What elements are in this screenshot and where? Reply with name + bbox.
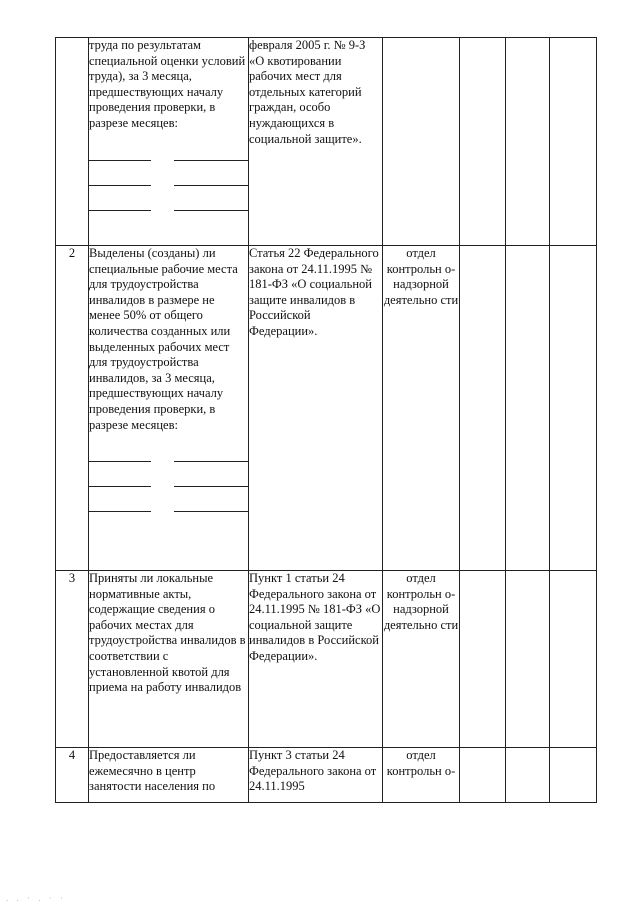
blank-line (89, 200, 151, 211)
blank-line (89, 476, 151, 487)
blank-line (89, 150, 151, 161)
table-row (56, 246, 597, 571)
blank-lines (89, 451, 248, 512)
blank-line (89, 175, 151, 186)
scan-artifact: . . · . · · (6, 893, 66, 903)
blank-line (89, 451, 151, 462)
table-row (56, 38, 597, 246)
checklist-table (55, 37, 597, 803)
empty-cell (550, 748, 597, 803)
question-text: Предоставляется ли ежемесячно в центр занятости населения по (89, 748, 249, 803)
row-number: 3 (56, 571, 89, 748)
table-row (56, 748, 597, 803)
law-reference: Пункт 3 статьи 24 Федерального закона от 24.11.1995 (249, 748, 383, 803)
question-text: Выделены (созданы) ли специальные рабочие места для трудоустройства инвалидов в размере не менее 50% от общего количества созданных или выделенных рабочих мест для трудоустройства инвалидов, за 3 месяца, предшествующих началу проведения проверки, в разрезе месяцев: (89, 246, 238, 432)
blank-line (174, 175, 248, 186)
empty-cell (506, 571, 550, 748)
responsible-unit: отдел контрольн о-надзорной деятельно сти (383, 571, 460, 748)
empty-cell (550, 38, 597, 246)
empty-cell (506, 38, 550, 246)
law-reference: Статья 22 Федерального закона от 24.11.1995 № 181-ФЗ «О социальной защите инвалидов в Российской Федерации». (249, 246, 383, 571)
empty-cell (460, 38, 506, 246)
blank-line (174, 476, 248, 487)
law-reference: февраля 2005 г. № 9-З «О квотировании рабочих мест для отдельных категорий граждан, особо нуждающихся в социальной защите». (249, 38, 383, 246)
empty-cell (550, 571, 597, 748)
question-cell (89, 246, 249, 571)
blank-lines (89, 150, 248, 211)
empty-cell (460, 748, 506, 803)
row-number: 2 (56, 246, 89, 571)
empty-cell (460, 571, 506, 748)
empty-cell (460, 246, 506, 571)
blank-line (89, 501, 151, 512)
law-reference: Пункт 1 статьи 24 Федерального закона от 24.11.1995 № 181-ФЗ «О социальной защите инвалидов в Российской Федерации». (249, 571, 383, 748)
responsible-unit: отдел контрольн о- (383, 748, 460, 803)
blank-line (174, 200, 248, 211)
question-text: Приняты ли локальные нормативные акты, содержащие сведения о рабочих местах для трудоустройства инвалидов в соответствии с установленной квотой для приема на работу инвалидов (89, 571, 249, 748)
empty-cell (550, 246, 597, 571)
row-number: 4 (56, 748, 89, 803)
table-row (56, 571, 597, 748)
row-number (56, 38, 89, 246)
responsible-unit (383, 38, 460, 246)
blank-line (174, 501, 248, 512)
question-cell (89, 38, 249, 246)
blank-line (174, 451, 248, 462)
question-text: труда по результатам специальной оценки условий труда), за 3 месяца, предшествующих началу проведения проверки, в разрезе месяцев: (89, 38, 246, 130)
empty-cell (506, 748, 550, 803)
responsible-unit: отдел контрольн о-надзорной деятельно сти (383, 246, 460, 571)
empty-cell (506, 246, 550, 571)
blank-line (174, 150, 248, 161)
